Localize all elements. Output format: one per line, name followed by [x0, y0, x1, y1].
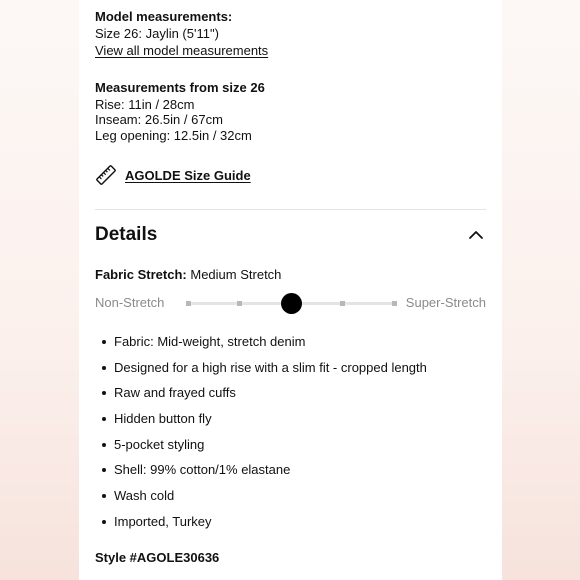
details-bullet-item: Designed for a high rise with a slim fit - cropped length — [102, 357, 427, 383]
stretch-scale-tick — [186, 301, 191, 306]
model-measurements-heading: Model measurements: — [95, 9, 233, 24]
stretch-scale-track — [188, 302, 394, 305]
stretch-level-indicator — [281, 293, 302, 314]
leg-opening-measurement: Leg opening: 12.5in / 32cm — [95, 128, 252, 143]
size-guide-label: AGOLDE Size Guide — [125, 167, 251, 183]
stretch-scale-min-label: Non-Stretch — [95, 295, 165, 310]
rise-measurement: Rise: 11in / 28cm — [95, 97, 195, 112]
stretch-scale-max-label: Super-Stretch — [405, 295, 486, 310]
section-divider — [95, 209, 486, 210]
chevron-up-icon[interactable] — [467, 226, 485, 244]
stretch-scale-tick — [340, 301, 345, 306]
fabric-stretch-label: Fabric Stretch: — [95, 267, 187, 282]
stretch-scale-tick — [237, 301, 242, 306]
stretch-scale-tick — [392, 301, 397, 306]
fabric-stretch-value: Medium Stretch — [190, 267, 282, 282]
model-size-line: Size 26: Jaylin (5'11") — [95, 26, 219, 41]
details-bullet-item: Imported, Turkey — [102, 511, 427, 537]
size-guide-link[interactable] — [95, 162, 251, 188]
fabric-stretch-row — [95, 267, 281, 282]
ruler-icon — [95, 164, 117, 186]
view-all-model-measurements-link[interactable]: View all model measurements — [95, 43, 269, 58]
details-bullet-item: Fabric: Mid-weight, stretch denim — [102, 331, 427, 357]
inseam-measurement: Inseam: 26.5in / 67cm — [95, 112, 223, 127]
details-bullet-item: Wash cold — [102, 485, 427, 511]
details-bullet-item: Raw and frayed cuffs — [102, 382, 427, 408]
details-title: Details — [95, 224, 158, 245]
details-bullet-item: Hidden button fly — [102, 408, 427, 434]
measurements-heading: Measurements from size 26 — [95, 80, 265, 95]
details-bullet-item: Shell: 99% cotton/1% elastane — [102, 459, 427, 485]
details-bullet-list — [102, 331, 427, 537]
style-number: Style #AGOLE30636 — [95, 550, 220, 565]
details-bullet-item: 5-pocket styling — [102, 434, 427, 460]
product-details-panel — [79, 0, 502, 580]
